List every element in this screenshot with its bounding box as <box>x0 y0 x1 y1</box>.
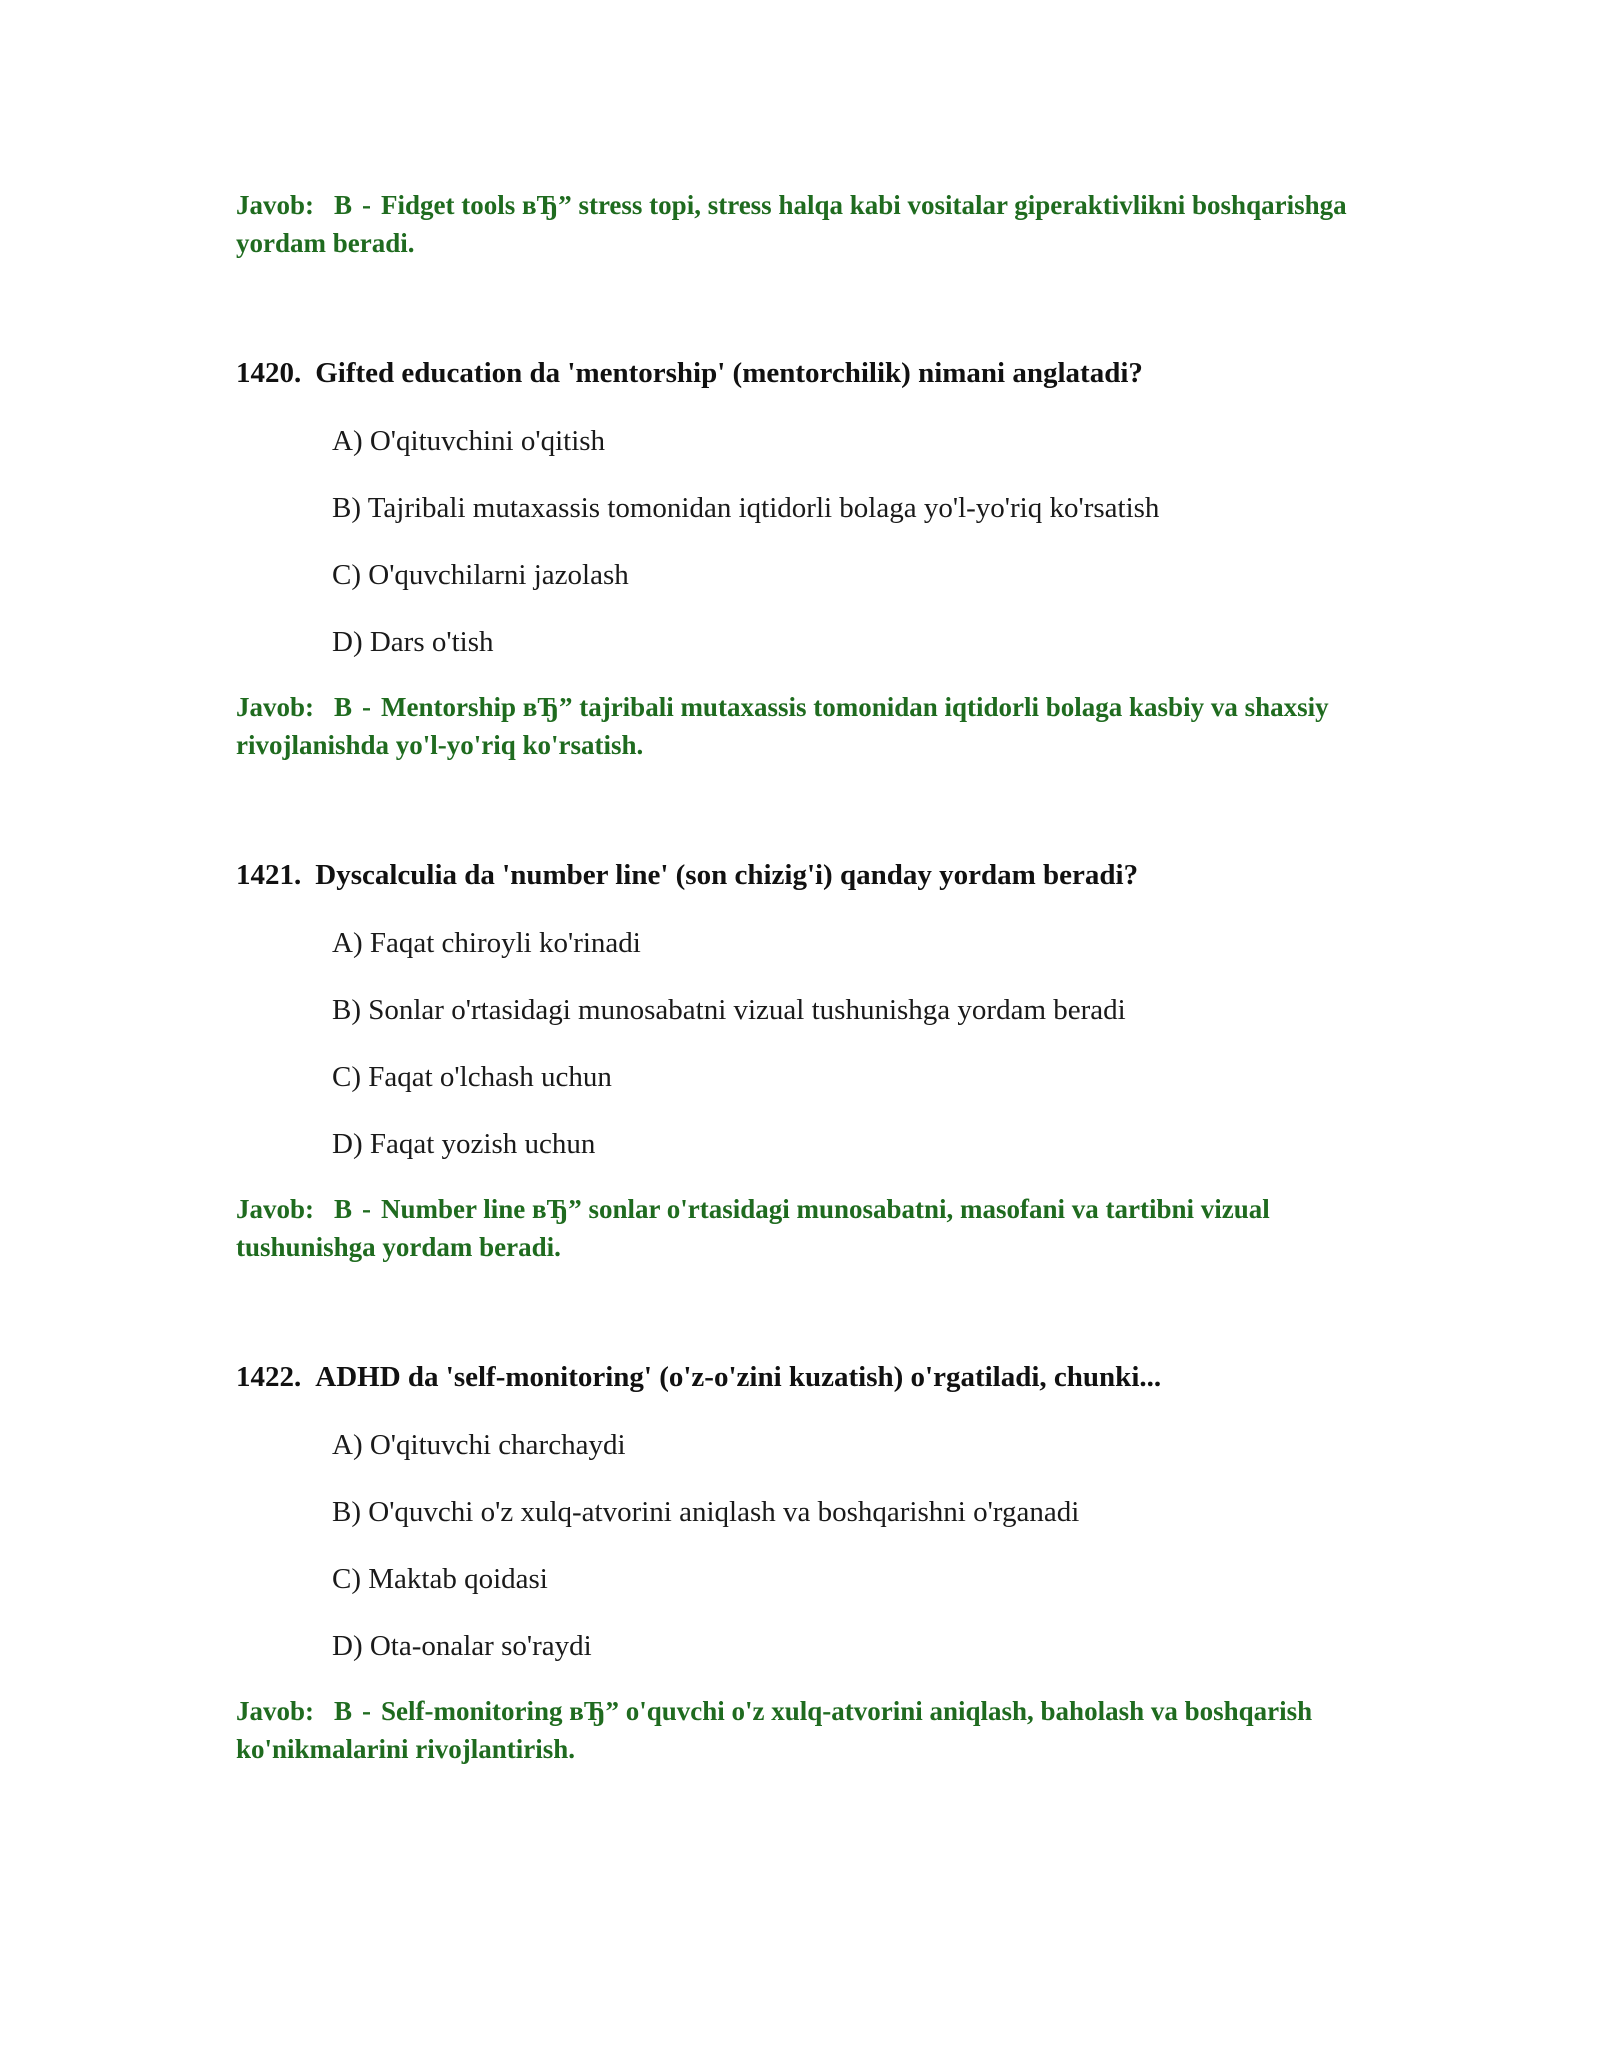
answer-block <box>236 688 1366 764</box>
question-heading <box>236 856 1386 894</box>
question-heading <box>236 1358 1386 1396</box>
answer-text: Number line вЂ” sonlar o'rtasidagi munosabatni, masofani va tartibni vizual tushunishga yordam beradi. <box>236 1194 1270 1262</box>
answer-dash: - <box>362 692 372 722</box>
question-text: Gifted education da 'mentorship' (mentorchilik) nimani anglatadi? <box>315 357 1143 389</box>
option-a: A) Faqat chiroyli ko'rinadi <box>332 927 641 959</box>
answer-dash: - <box>362 1696 372 1726</box>
answer-dash: - <box>362 1194 372 1224</box>
option-d: D) Ota-onalar so'raydi <box>332 1630 592 1662</box>
answer-text: Self-monitoring вЂ” o'quvchi o'z xulq-atvorini aniqlash, baholash va boshqarish ko'nikmalarini rivojlantirish. <box>236 1696 1313 1764</box>
answer-label: Javob: <box>236 1696 315 1726</box>
question-heading <box>236 354 1386 392</box>
answer-block <box>236 1692 1366 1768</box>
answer-dash: - <box>362 190 372 220</box>
option-a: A) O'qituvchi charchaydi <box>332 1429 626 1461</box>
answer-label: Javob: <box>236 190 315 220</box>
option-d: D) Dars o'tish <box>332 626 494 658</box>
answer-label: Javob: <box>236 1194 315 1224</box>
option-b: B) Sonlar o'rtasidagi munosabatni vizual tushunishga yordam beradi <box>332 994 1126 1026</box>
answer-text: Mentorship вЂ” tajribali mutaxassis tomonidan iqtidorli bolaga kasbiy va shaxsiy rivojlanishda yo'l-yo'riq ko'rsatish. <box>236 692 1329 760</box>
answer-letter: B <box>334 1194 353 1224</box>
answer-text: Fidget tools вЂ” stress topi, stress halqa kabi vositalar giperaktivlikni boshqarishga yordam beradi. <box>236 190 1347 258</box>
option-d: D) Faqat yozish uchun <box>332 1128 596 1160</box>
answer-label: Javob: <box>236 692 315 722</box>
question-number: 1420. <box>236 357 302 389</box>
question-text: ADHD da 'self-monitoring' (o'z-o'zini kuzatish) o'rgatiladi, chunki... <box>315 1361 1162 1393</box>
option-a: A) O'qituvchini o'qitish <box>332 425 606 457</box>
answer-letter: B <box>334 692 353 722</box>
answer-letter: B <box>334 1696 353 1726</box>
answer-block <box>236 1190 1366 1266</box>
question-text: Dyscalculia da 'number line' (son chizig'i) qanday yordam beradi? <box>315 859 1139 891</box>
question-number: 1421. <box>236 859 302 891</box>
answer-block <box>236 186 1366 262</box>
question-number: 1422. <box>236 1361 302 1393</box>
option-c: C) Maktab qoidasi <box>332 1563 548 1595</box>
option-b: B) O'quvchi o'z xulq-atvorini aniqlash va boshqarishni o'rganadi <box>332 1496 1080 1528</box>
option-c: C) Faqat o'lchash uchun <box>332 1061 612 1093</box>
option-b: B) Tajribali mutaxassis tomonidan iqtidorli bolaga yo'l-yo'riq ko'rsatish <box>332 492 1160 524</box>
answer-letter: B <box>334 190 353 220</box>
option-c: C) O'quvchilarni jazolash <box>332 559 629 591</box>
